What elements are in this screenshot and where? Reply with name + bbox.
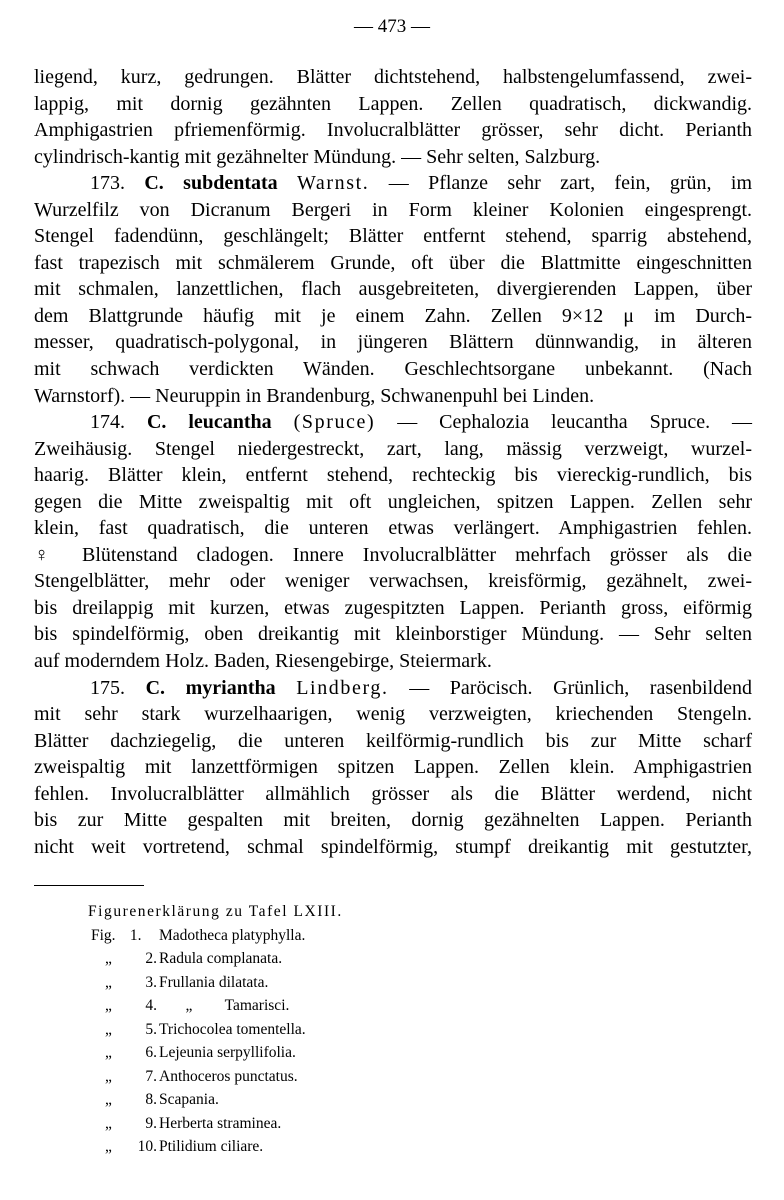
species-heading-174 [34, 409, 752, 436]
text-line: messer, quadratisch-polygonal, in jüngeren Blättern dünnwandig, in älteren [34, 331, 752, 354]
figure-entry [91, 1135, 511, 1159]
species-number: 175. [90, 676, 125, 699]
text-line: gegen die Mitte zweispaltig mit oft ungleichen, spitzen Lappen. Zellen sehr [34, 490, 752, 513]
text-line: fast trapezisch mit schmälerem Grunde, oft über die Blattmitte eingeschnitten [34, 251, 752, 274]
text-line: cylindrisch-kantig mit gezähnelter Mündung. — Sehr selten, Salzburg. [34, 145, 601, 168]
figure-number: 7. [145, 1067, 157, 1085]
figure-species-epithet: Tamarisci. [224, 997, 290, 1014]
text-line: haarig. Blätter klein, entfernt stehend, rechteckig bis viereckig-rundlich, bis [34, 464, 752, 487]
text-line: fehlen. Involucralblätter allmählich grösser als die Blätter werdend, nicht [34, 782, 752, 805]
species-intro: — Paröcisch. Grünlich, rasenbildend [409, 676, 752, 699]
figure-prefix: Fig. [91, 926, 116, 944]
text-line: Stengelblätter, mehr oder weniger verwachsen, kreisförmig, gezähnelt, zwei- [34, 570, 752, 593]
figure-species: Lejeunia serpyllifolia. [159, 1044, 296, 1061]
ditto-mark: „ [105, 973, 112, 991]
species-author: (Spruce) [293, 411, 376, 434]
species-author: Warnst. [297, 172, 370, 195]
figure-legend [88, 900, 511, 1159]
figure-entry [91, 924, 511, 948]
figure-species: Madotheca platyphylla. [159, 926, 306, 944]
ditto-mark: „ [105, 1044, 112, 1061]
figure-number: 5. [145, 1020, 157, 1038]
species-name: myriantha [185, 676, 276, 699]
genus-abbrev: C. [145, 676, 166, 699]
text-line: Wurzelfilz von Dicranum Bergeri in Form kleiner Kolonien eingesprengt. [34, 198, 752, 221]
species-author: Lindberg. [296, 676, 389, 699]
figure-entry [91, 1088, 511, 1112]
text-line: bis dreilappig mit kurzen, etwas zugespitzten Lappen. Perianth gross, eiförmig [34, 596, 752, 619]
ditto-mark: „ [105, 997, 112, 1014]
text-line: Stengel fadendünn, geschlängelt; Blätter entfernt stehend, sparrig abstehend, [34, 225, 752, 248]
ditto-mark: „ [185, 997, 193, 1014]
text-line: mit schwach verdickten Wänden. Geschlechtsorgane unbekannt. (Nach [34, 358, 752, 381]
figure-entry [91, 1041, 511, 1065]
figure-entry [91, 1112, 511, 1136]
figure-number: 4. [145, 997, 157, 1014]
text-line: Warnstorf). — Neuruppin in Brandenburg, Schwanenpuhl bei Linden. [34, 384, 595, 407]
genus-abbrev: C. [146, 411, 167, 434]
figure-entry [91, 1065, 511, 1089]
text-line: auf moderndem Holz. Baden, Riesengebirge, Steiermark. [34, 650, 492, 673]
ditto-mark: „ [105, 950, 112, 967]
ditto-mark: „ [105, 1020, 112, 1038]
text-line: ♀ Blütenstand cladogen. Innere Involucralblätter mehrfach grösser als die [34, 543, 752, 566]
text-line: Zweihäusig. Stengel niedergestreckt, zart, lang, mässig verzweigt, wurzel- [34, 437, 752, 460]
figure-species: Trichocolea tomentella. [159, 1020, 306, 1038]
figure-entry [91, 994, 511, 1018]
text-line: zweispaltig mit lanzettförmigen spitzen Lappen. Zellen klein. Amphigastrien [34, 756, 752, 779]
figure-species: Radula complanata. [159, 950, 283, 967]
ditto-mark: „ [105, 1091, 112, 1108]
text-line: mit schmalen, lanzettlichen, flach ausgebreiteten, divergierenden Lappen, über [34, 278, 752, 301]
figure-entry [91, 971, 511, 995]
species-name: leucantha [188, 411, 272, 434]
genus-abbrev: C. [144, 172, 164, 195]
species-name: subdentata [183, 172, 278, 195]
species-number: 173. [90, 172, 125, 195]
species-intro: — Pflanze sehr zart, fein, grün, im [388, 172, 753, 195]
footnote-divider [34, 885, 144, 886]
text-line: dem Blattgrunde häufig mit je einem Zahn. Zellen 9×12 μ im Durch- [34, 304, 752, 327]
text-line: bis zur Mitte gespalten mit breiten, dornig gezähnelten Lappen. Perianth [34, 809, 752, 832]
figure-number: 3. [145, 973, 157, 991]
text-line: lappig, mit dornig gezähnten Lappen. Zellen quadratisch, dickwandig. [34, 92, 752, 115]
figure-species: Scapania. [159, 1091, 219, 1108]
species-intro: — Cephalozia leucantha Spruce. — [397, 411, 753, 434]
page-number: — 473 — [354, 16, 430, 37]
species-number: 174. [90, 411, 125, 434]
text-line: liegend, kurz, gedrungen. Blätter dichtstehend, halbstengelumfassend, zwei- [34, 66, 752, 88]
figure-species: Anthoceros punctatus. [159, 1067, 298, 1085]
ditto-mark: „ [105, 1067, 112, 1085]
text-line: klein, fast quadratisch, die unteren etwas verlängert. Amphigastrien fehlen. [34, 517, 752, 540]
figure-legend-heading: Figurenerklärung zu Tafel LXIII. [88, 903, 343, 920]
text-line: nicht weit vortretend, schmal spindelförmig, stumpf dreikantig mit gestutzter, [34, 835, 752, 858]
figure-species: Frullania dilatata. [159, 973, 269, 991]
ditto-mark: „ [105, 1138, 112, 1155]
text-line: Blätter dachziegelig, die unteren keilförmig-rundlich bis zur Mitte scharf [34, 729, 752, 752]
figure-species [157, 994, 511, 1018]
figure-entry [91, 947, 511, 971]
figure-number: 6. [145, 1044, 157, 1061]
species-heading-175 [34, 675, 752, 702]
text-line: Amphigastrien pfriemenförmig. Involucralblätter grösser, sehr dicht. Perianth [34, 119, 752, 142]
figure-species: Herberta straminea. [159, 1114, 282, 1132]
figure-entry [91, 1018, 511, 1042]
figure-number: 9. [145, 1114, 157, 1132]
text-line: bis spindelförmig, oben dreikantig mit kleinborstiger Mündung. — Sehr selten [34, 623, 752, 646]
figure-number: 8. [145, 1091, 157, 1108]
main-text [34, 64, 752, 860]
figure-species: Ptilidium ciliare. [159, 1138, 264, 1155]
figure-number: 1. [129, 926, 142, 944]
text-line: mit sehr stark wurzelhaarigen, wenig verzweigten, kriechenden Stengeln. [34, 703, 752, 726]
species-heading-173 [34, 170, 752, 197]
figure-number: 10. [137, 1138, 157, 1155]
ditto-mark: „ [105, 1114, 112, 1132]
figure-number: 2. [145, 950, 157, 967]
